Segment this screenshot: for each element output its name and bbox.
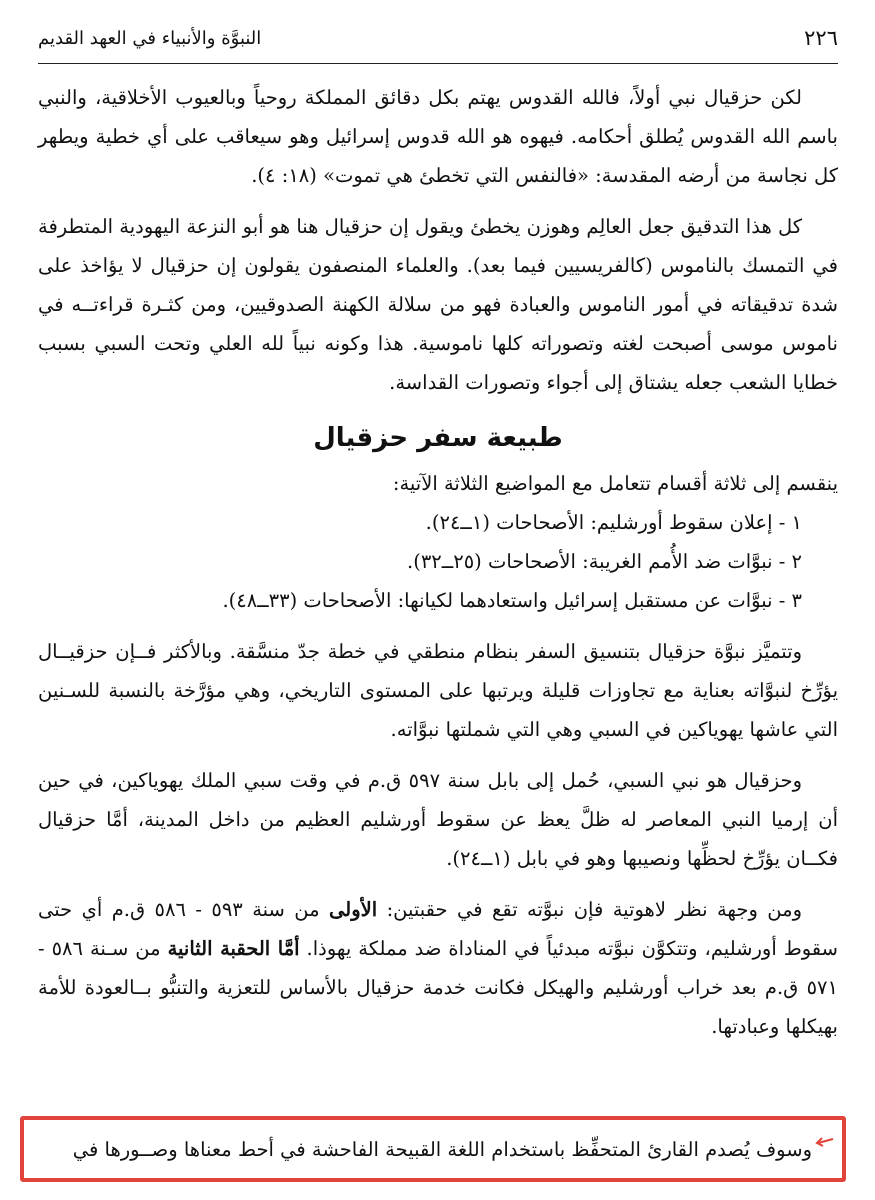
list-item: ٢ - نبوَّات ضد الأُمم الغريبة: الأصحاحات (٢٥ــ٣٢). <box>407 550 802 573</box>
page-body <box>38 78 838 1058</box>
highlighted-excerpt <box>20 1116 846 1182</box>
list-intro: ينقسم إلى ثلاثة أقسام تتعامل مع المواضيع الثلاثة الآتية: <box>392 472 838 495</box>
highlighted-text: وسوف يُصدم القارئ المتحفِّظ باستخدام اللغة القبيحة الفاحشة في أحط معناها وصــورها في <box>72 1138 812 1161</box>
section-heading: طبيعة سفر حزقيال <box>313 423 563 453</box>
page-header <box>38 26 838 56</box>
bold-term: أمَّا الحقبة الثانية <box>167 937 300 960</box>
paragraph <box>38 890 838 1046</box>
paragraph: وحزقيال هو نبي السبي، حُمل إلى بابل سنة ٥٩٧ ق.م في وقت سبي الملك يهوياكين، في حين أن إرميا النبي المعاصر له ظلَّ يعظ عن سقوط أورشليم العظيم من داخل المدينة، أمَّا حزقيال فكــان يؤرِّخ لحظِّها ونصيبها وهو في بابل (١ــ٢٤). <box>38 769 838 870</box>
arrow-icon <box>814 1136 834 1148</box>
paragraph: وتتميَّز نبوَّة حزقيال بتنسيق السفر بنظام منطقي في خطة جدّ منسَّقة. وبالأكثر فــإن حزقيــال يؤرِّخ لنبوَّاته بعناية مع تجاوزات قليلة ويرتبها على المستوى التاريخي، وهي مؤرَّخة بالنسبة للسـنين التي عاشها يهوياكين في السبي وهي التي شملتها نبوَّاته. <box>38 640 838 741</box>
paragraph: كل هذا التدقيق جعل العالِم وهوزن يخطئ ويقول إن حزقيال هنا هو أبو النزعة اليهودية المتطرفة في التمسك بالناموس (كالفريسيين فيما بعد). والعلماء المنصفون يقولون إن حزقيال لا يؤاخذ على شدة تدقيقاته في أمور الناموس والعبادة فهو من سلالة الكهنة الصدوقيين، ومن كثـرة قراءتــه في ناموس موسى أصبحت لغته وتصوراته كلها ناموسية. هذا وكونه نبياً لله العلي وتحت السبي بسبب خطايا الشعب جعله يشتاق إلى أجواء وتصورات القداسة. <box>38 215 838 394</box>
paragraph-text: من سـنة ٥٨٦ - ٥٧١ ق.م بعد خراب أورشليم والهيكل فكانت خدمة حزقيال بالأساس للتعزية والتنبُّو بــالعودة للأمة بهيكلها وعبادتها. <box>38 937 838 1038</box>
list-item: ١ - إعلان سقوط أورشليم: الأصحاحات (١ــ٢٤). <box>425 511 802 534</box>
header-divider <box>38 63 838 64</box>
paragraph-text: ومن وجهة نظر لاهوتية فإن نبوَّته تقع في حقبتين: <box>377 898 802 921</box>
running-title: النبوَّة والأنبياء في العهد القديم <box>38 28 262 49</box>
paragraph-text: من سنة ٥٩٣ - ٥٨٦ ق.م أي حتى سقوط أورشليم، وتتكوَّن نبوَّته مبدئياً في المناداة ضد مملكة يهوذا. <box>38 898 839 960</box>
list-item: ٣ - نبوَّات عن مستقبل إسرائيل واستعادهما لكيانها: الأصحاحات (٣٣ــ٤٨). <box>222 589 802 612</box>
page-number: ٢٢٦ <box>804 26 838 50</box>
bold-term: الأولى <box>329 898 378 921</box>
paragraph: لكن حزقيال نبي أولاً، فالله القدوس يهتم بكل دقائق المملكة روحياً وبالعيوب الأخلاقية، والنبي باسم الله القدوس يُطلق أحكامه. فيهوه هو الله قدوس إسرائيل وهو سيعاقب على أي خطية ويطهر كل نجاسة من أرضه المقدسة: «فالنفس التي تخطئ هي تموت» (١٨: ٤). <box>38 86 838 187</box>
